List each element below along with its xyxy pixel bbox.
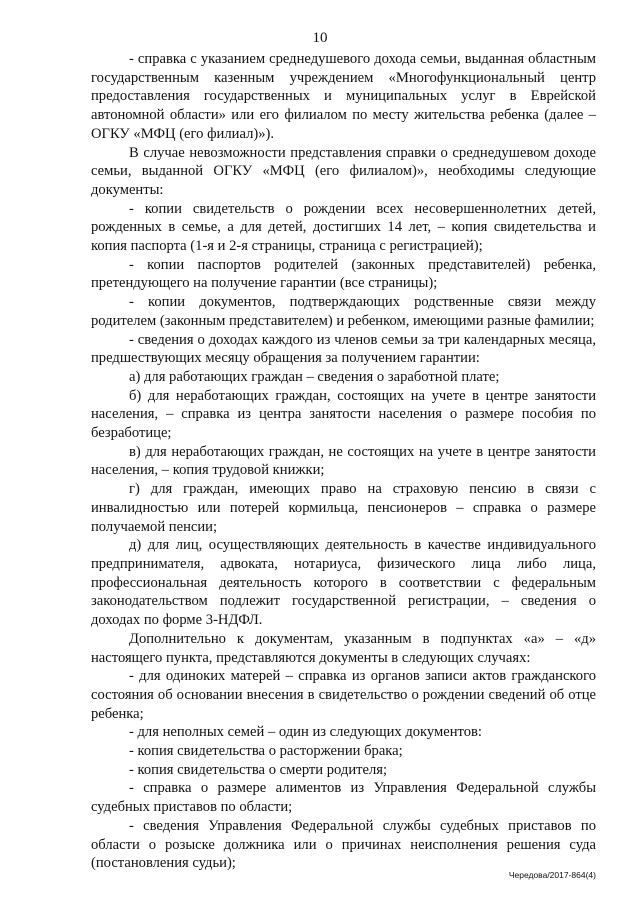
paragraph: - копия свидетельства о смерти родителя; — [129, 761, 388, 778]
paragraph: б) для неработающих граждан, состоящих на учете в центре занятости населения, – справка из центра занятости населения о размере пособия по безработице; — [91, 387, 596, 442]
paragraph: а) для работающих граждан – сведения о заработной плате; — [129, 368, 500, 385]
page-number: 10 — [312, 30, 328, 46]
paragraph: Дополнительно к документам, указанным в подпунктах «а» – «д» настоящего пункта, представляются документы в следующих случаях: — [91, 630, 596, 666]
paragraph: в) для неработающих граждан, не состоящих на учете в центре занятости населения, – копия трудовой книжки; — [91, 443, 596, 479]
paragraph: - копии документов, подтверждающих родственные связи между родителем (законным представителем) и ребенком, имеющими разные фамилии; — [91, 294, 596, 329]
paragraph: - для неполных семей – один из следующих документов: — [129, 724, 482, 741]
document-body — [91, 50, 596, 873]
paragraph: - для одиноких матерей – справка из органов записи актов гражданского состояния об основании внесения в свидетельство о рождении сведений об отце ребенка; — [91, 668, 596, 722]
paragraph: - сведения Управления Федеральной службы судебных приставов по области о розыске должника или о причинах неисполнения решения суда (постановления судьи); — [91, 817, 596, 872]
paragraph: В случае невозможности представления справки о среднедушевом доходе семьи, выданной ОГКУ «МФЦ (его филиалом)», необходимы следующие документы: — [91, 144, 596, 198]
paragraph: г) для граждан, имеющих право на страховую пенсию в связи с инвалидностью или потерей кормильца, пенсионеров – справка о размере получаемой пенсии; — [91, 481, 596, 535]
footer-reference: Чередова/2017-864(4) — [508, 870, 596, 880]
paragraph: - справка о размере алиментов из Управления Федеральной службы судебных приставов по области; — [91, 780, 596, 816]
paragraph: - копии паспортов родителей (законных представителей) ребенка, претендующего на получение гарантии (все страницы); — [91, 256, 596, 292]
paragraph: - сведения о доходах каждого из членов семьи за три календарных месяца, предшествующих месяцу обращения за получением гарантии: — [91, 331, 596, 367]
paragraph: - копия свидетельства о расторжении брака; — [129, 743, 403, 760]
paragraph: - копии свидетельств о рождении всех несовершеннолетних детей, рожденных в семье, а для детей, достигших 14 лет, – копия свидетельства и копия паспорта (1-я и 2-я страницы, страница с регистрацией); — [91, 200, 596, 255]
paragraph: д) для лиц, осуществляющих деятельность в качестве индивидуального предпринимателя, адвоката, нотариуса, физического лица либо лица, профессиональная деятельность которого в соответствии с федеральным законодательством подлежит государственной регистрации, – сведения о доходах по форме 3-НДФЛ. — [91, 537, 596, 629]
paragraph: - справка с указанием среднедушевого дохода семьи, выданная областным государственным казенным учреждением «Многофункциональный центр предоставления государственных и муниципальных услуг в Еврейской автономной области» или его филиалом по месту жительства ребенка (далее – ОГКУ «МФЦ (его филиал)»). — [91, 51, 596, 142]
